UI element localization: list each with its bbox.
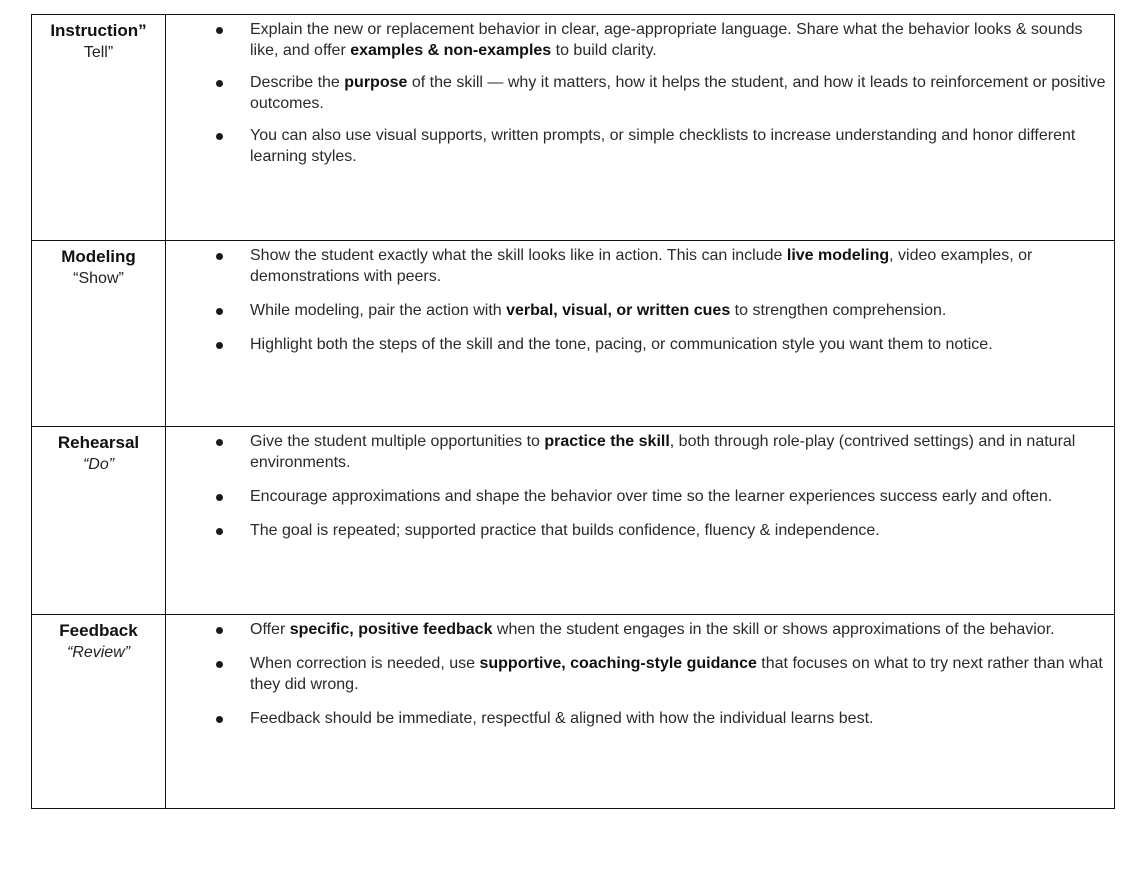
bullet-text: The goal is repeated; supported practice that builds confidence, fluency & independence.	[250, 522, 880, 539]
row-subtitle: “Do”	[82, 456, 115, 473]
bullet-item	[166, 245, 1106, 287]
bullet-dot-icon	[216, 133, 223, 140]
bullet-dot-icon	[216, 627, 223, 634]
bullet-text: Feedback should be immediate, respectful & aligned with how the individual learns best.	[250, 710, 874, 727]
bullet-dot-icon	[216, 27, 223, 34]
bullet-list	[166, 615, 1114, 729]
bullet-text: Explain the new or replacement behavior in clear, age-appropriate language. Share what the behavior looks & sounds like, and offer examples & non-examples to build clarity.	[250, 21, 1083, 59]
bullet-dot-icon	[216, 308, 223, 315]
row-rehearsal	[32, 427, 1115, 615]
bullet-item	[166, 486, 1106, 507]
row-title: Modeling	[61, 247, 136, 266]
bullet-dot-icon	[216, 528, 223, 535]
bullet-text: While modeling, pair the action with verbal, visual, or written cues to strengthen comprehension.	[250, 302, 947, 319]
bullet-text: Describe the purpose of the skill — why it matters, how it helps the student, and how it leads to reinforcement or positive outcomes.	[250, 74, 1106, 112]
bullet-item	[166, 431, 1106, 473]
bullet-dot-icon	[216, 716, 223, 723]
row-modeling	[32, 241, 1115, 427]
bullet-dot-icon	[216, 439, 223, 446]
row-title: Rehearsal	[57, 433, 140, 452]
row-content-cell	[166, 615, 1115, 809]
bullet-dot-icon	[216, 342, 223, 349]
bullet-text: Offer specific, positive feedback when the student engages in the skill or shows approximations of the behavior.	[250, 621, 1055, 638]
bullet-dot-icon	[216, 253, 223, 260]
row-feedback	[32, 615, 1115, 809]
bullet-item	[166, 520, 1106, 541]
row-subtitle: Tell”	[83, 44, 114, 61]
row-label-cell	[32, 241, 166, 427]
bullet-item	[166, 300, 1106, 321]
row-subtitle: “Review”	[66, 644, 131, 661]
row-title: Instruction”	[50, 21, 147, 40]
row-instruction	[32, 15, 1115, 241]
bullet-dot-icon	[216, 494, 223, 501]
bullet-text: When correction is needed, use supportive, coaching-style guidance that focuses on what to try next rather than what they did wrong.	[250, 655, 1103, 693]
row-label-cell	[32, 15, 166, 241]
bullet-text: You can also use visual supports, written prompts, or simple checklists to increase understanding and honor different learning styles.	[250, 127, 1076, 165]
bst-steps-table	[31, 14, 1115, 809]
row-content-cell	[166, 15, 1115, 241]
bullet-list	[166, 241, 1114, 355]
bullet-item	[166, 125, 1106, 167]
bullet-item	[166, 619, 1106, 640]
row-content-cell	[166, 427, 1115, 615]
row-content-cell	[166, 241, 1115, 427]
bullet-text: Encourage approximations and shape the behavior over time so the learner experiences success early and often.	[250, 488, 1053, 505]
row-title: Feedback	[59, 621, 138, 640]
row-subtitle: “Show”	[73, 270, 124, 287]
bullet-dot-icon	[216, 661, 223, 668]
bullet-list	[166, 15, 1114, 167]
bullet-item	[166, 72, 1106, 114]
bullet-item	[166, 708, 1106, 729]
bullet-dot-icon	[216, 80, 223, 87]
bullet-text: Give the student multiple opportunities to practice the skill, both through role-play (contrived settings) and in natural environments.	[250, 433, 1076, 471]
row-label-cell	[32, 615, 166, 809]
bullet-text: Show the student exactly what the skill looks like in action. This can include live modeling, video examples, or demonstrations with peers.	[250, 247, 1033, 285]
bullet-item	[166, 334, 1106, 355]
bullet-text: Highlight both the steps of the skill and the tone, pacing, or communication style you want them to notice.	[250, 336, 993, 353]
bullet-list	[166, 427, 1114, 541]
bullet-item	[166, 653, 1106, 695]
bullet-item	[166, 19, 1106, 61]
row-label-cell	[32, 427, 166, 615]
